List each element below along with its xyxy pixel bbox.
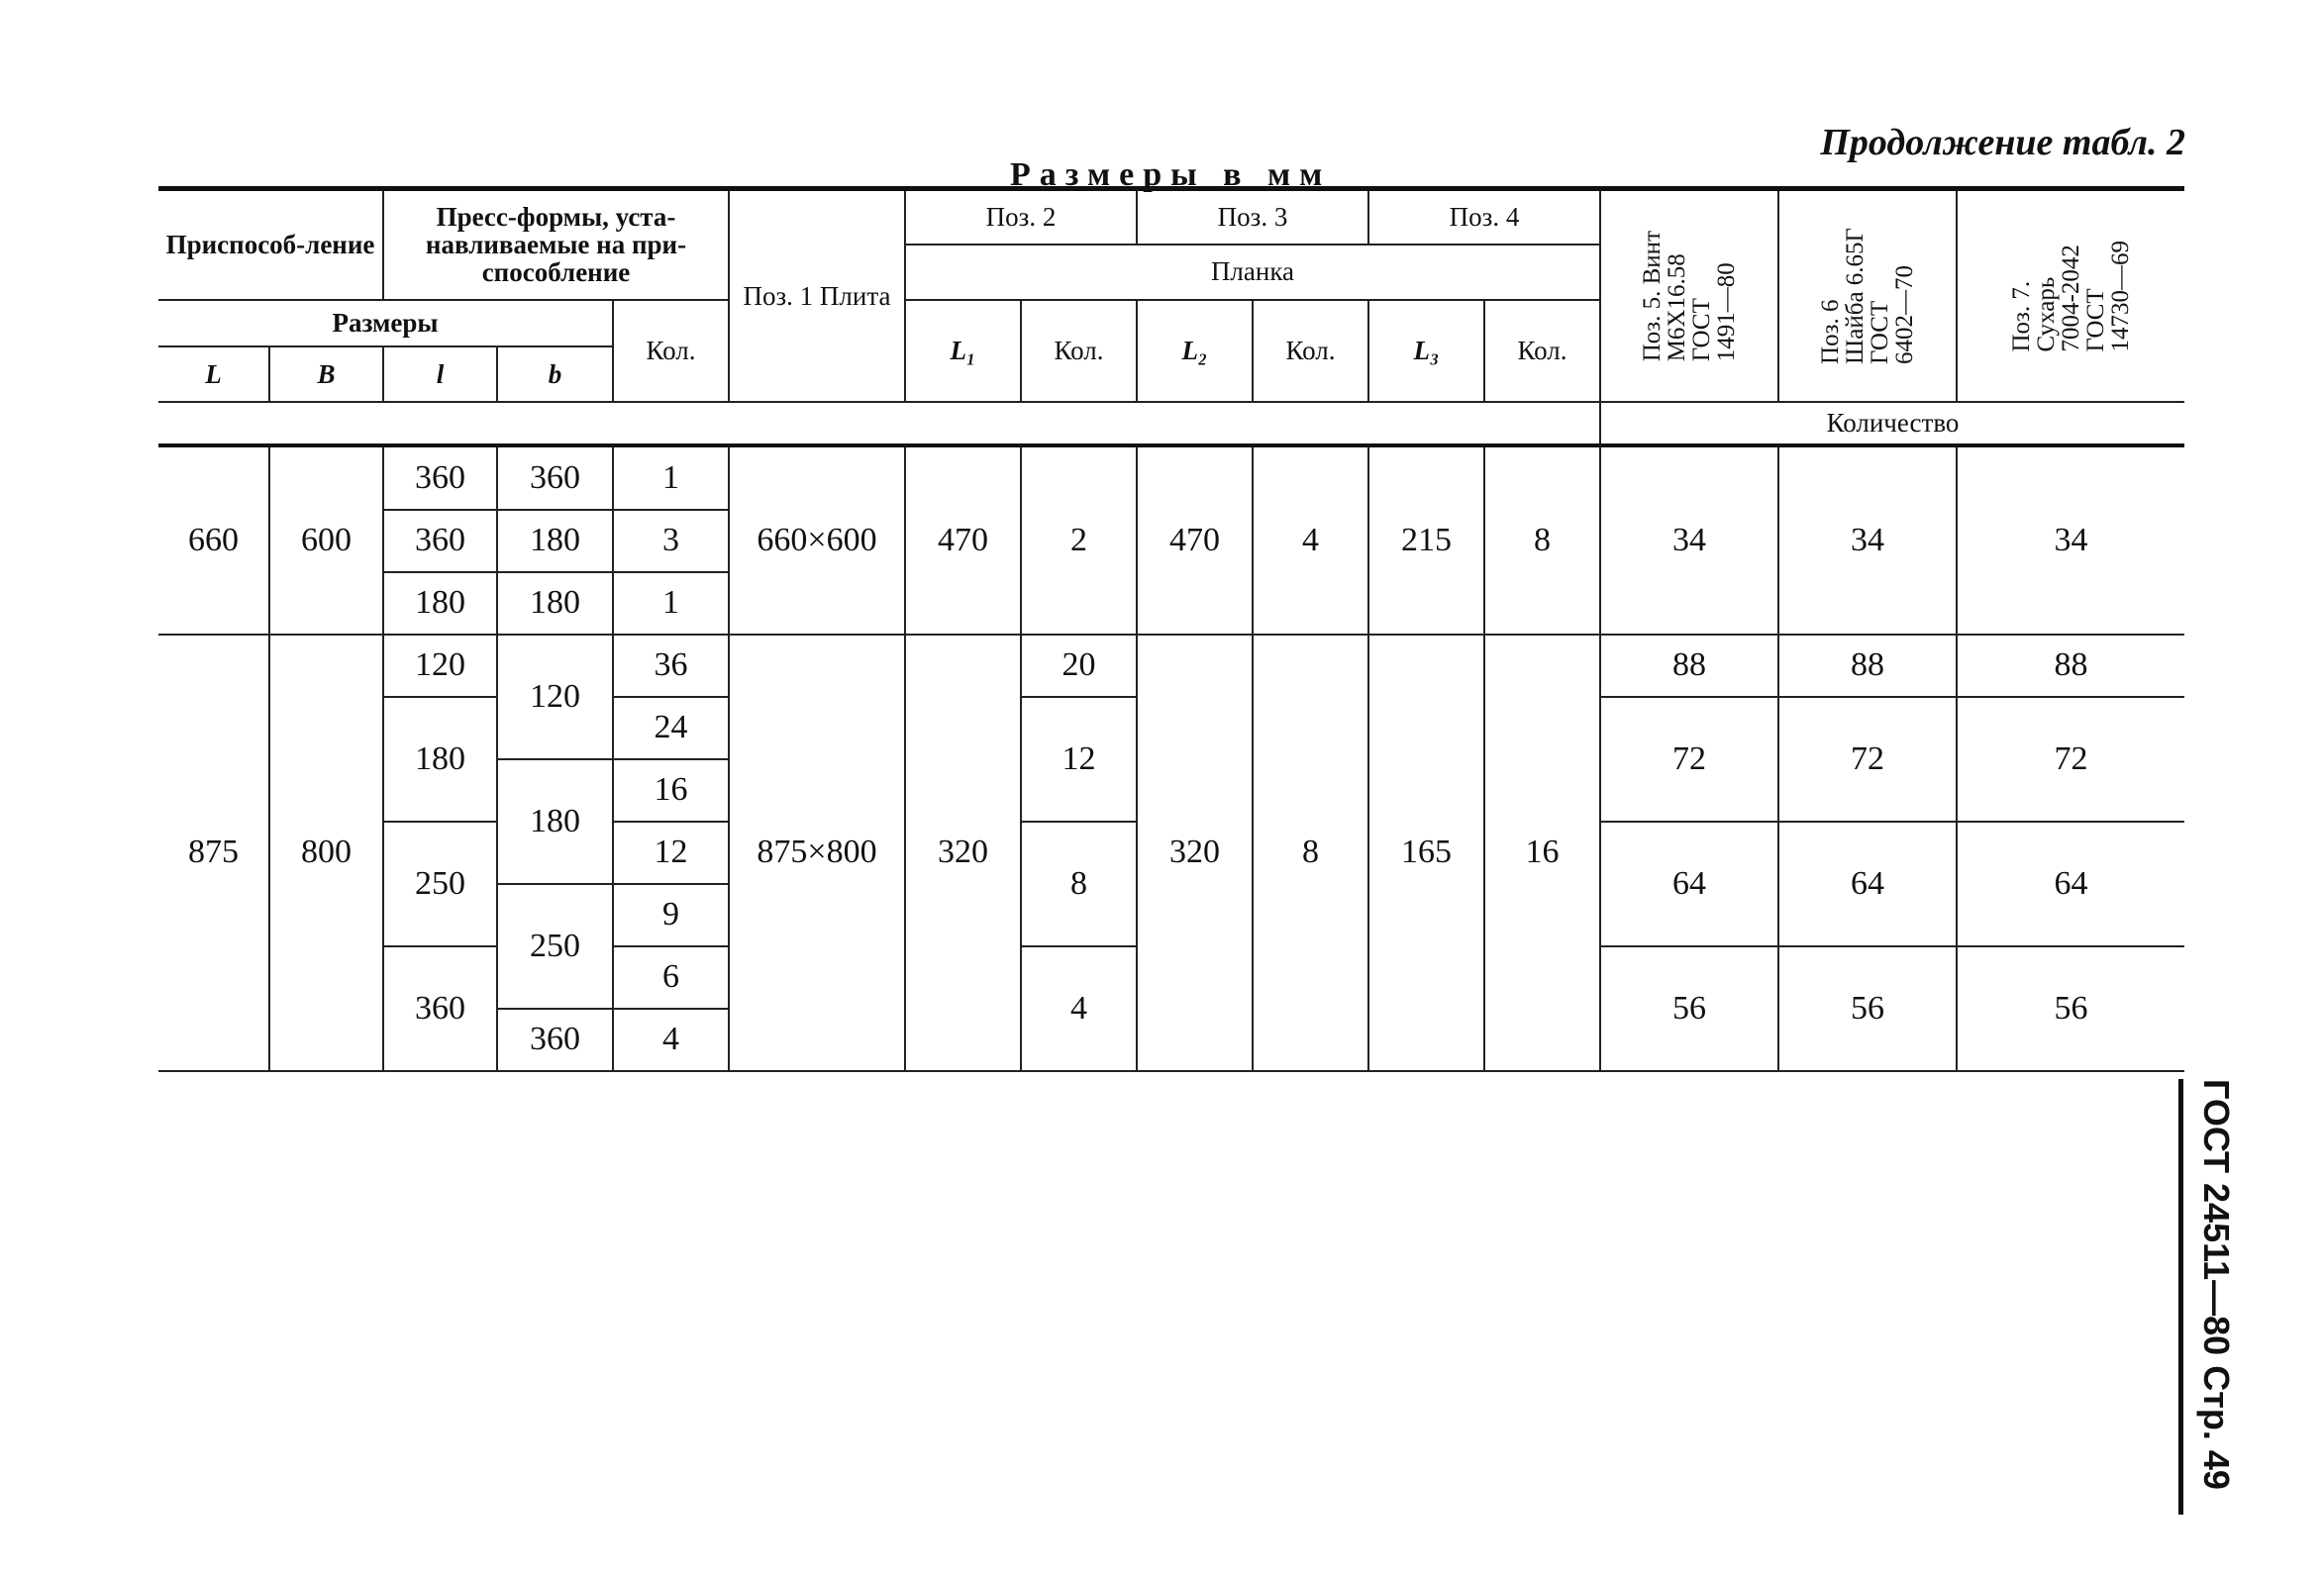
- dimensions-table: [158, 186, 2184, 1072]
- g1-qty-2: 1: [613, 572, 729, 635]
- g1-L1: 470: [905, 445, 1021, 635]
- g1-B: 600: [269, 445, 383, 635]
- header-pos5-text: Поз. 5. Винт М6Х16.58 ГОСТ 1491—80: [1639, 230, 1740, 362]
- g2-qty-0: 36: [613, 635, 729, 697]
- g2-p6-2: 64: [1778, 822, 1957, 946]
- header-pos7-text: Поз. 7. Сухарь 7004-2042 ГОСТ 14730—69: [2008, 240, 2134, 352]
- g2-p6-3: 56: [1778, 946, 1957, 1071]
- g2-l-3: 360: [383, 946, 497, 1071]
- header-pos1-plate: Поз. 1 Плита: [729, 189, 905, 403]
- header-pos6: [1778, 189, 1957, 403]
- header-L1: L₁: [905, 300, 1021, 403]
- g2-q2-0: 20: [1021, 635, 1137, 697]
- header-pos3-qty: Кол.: [1253, 300, 1368, 403]
- header-fixture: Приспособ-ление: [158, 189, 383, 300]
- header-sizes: Размеры: [158, 300, 613, 347]
- g2-p6-0: 88: [1778, 635, 1957, 697]
- header-planka: Планка: [905, 245, 1600, 300]
- header-pos2: Поз. 2: [905, 189, 1137, 245]
- header-B: B: [269, 346, 383, 402]
- header-pos2-qty: Кол.: [1021, 300, 1137, 403]
- g2-b-0: 120: [497, 635, 613, 759]
- header-pos4-qty: Кол.: [1484, 300, 1600, 403]
- g1-q2: 2: [1021, 445, 1137, 635]
- g2-p6-1: 72: [1778, 697, 1957, 822]
- header-L3: L₃: [1368, 300, 1484, 403]
- g2-b-1: 180: [497, 759, 613, 884]
- g2-L2: 320: [1137, 635, 1253, 1071]
- g1-q4: 8: [1484, 445, 1600, 635]
- g2-qty-3: 12: [613, 822, 729, 884]
- g2-qty-2: 16: [613, 759, 729, 822]
- g2-p7-1: 72: [1957, 697, 2184, 822]
- g2-b-2: 250: [497, 884, 613, 1009]
- g1-q3: 4: [1253, 445, 1368, 635]
- header-pos6-text: Поз. 6 Шайба 6.65Г ГОСТ 6402—70: [1817, 228, 1918, 364]
- g2-qty-1: 24: [613, 697, 729, 759]
- g2-l-2: 250: [383, 822, 497, 946]
- header-L2: L₂: [1137, 300, 1253, 403]
- header-l: l: [383, 346, 497, 402]
- g2-L1: 320: [905, 635, 1021, 1071]
- g1-p7: 34: [1957, 445, 2184, 635]
- header-spacer: [158, 402, 1600, 445]
- g1-p6: 34: [1778, 445, 1957, 635]
- g2-p5-2: 64: [1600, 822, 1778, 946]
- g1-l-0: 360: [383, 445, 497, 510]
- g2-l-1: 180: [383, 697, 497, 822]
- g2-qty-5: 6: [613, 946, 729, 1009]
- header-b: b: [497, 346, 613, 402]
- g1-plate: 660×600: [729, 445, 905, 635]
- g2-p7-0: 88: [1957, 635, 2184, 697]
- g2-B: 800: [269, 635, 383, 1071]
- g2-p7-3: 56: [1957, 946, 2184, 1071]
- g2-p7-2: 64: [1957, 822, 2184, 946]
- g2-p5-1: 72: [1600, 697, 1778, 822]
- g2-plate: 875×800: [729, 635, 905, 1071]
- g1-l-1: 360: [383, 510, 497, 572]
- g2-l-0: 120: [383, 635, 497, 697]
- units-label: Размеры в мм: [1010, 156, 1332, 193]
- g1-qty-1: 3: [613, 510, 729, 572]
- g1-p5: 34: [1600, 445, 1778, 635]
- g2-p5-0: 88: [1600, 635, 1778, 697]
- g2-p5-3: 56: [1600, 946, 1778, 1071]
- g1-L2: 470: [1137, 445, 1253, 635]
- g2-q3: 8: [1253, 635, 1368, 1071]
- header-L: L: [158, 346, 269, 402]
- g2-qty-4: 9: [613, 884, 729, 946]
- continuation-label: Продолжение табл. 2: [1820, 122, 2185, 163]
- g2-q2-3: 4: [1021, 946, 1137, 1071]
- header-pos3: Поз. 3: [1137, 189, 1368, 245]
- g1-b-0: 360: [497, 445, 613, 510]
- g2-L3: 165: [1368, 635, 1484, 1071]
- g1-qty-0: 1: [613, 445, 729, 510]
- g2-qty-6: 4: [613, 1009, 729, 1071]
- gost-page-label: ГОСТ 24511—80 Стр. 49: [2178, 1079, 2245, 1515]
- g2-q4: 16: [1484, 635, 1600, 1071]
- header-molds: Пресс-формы, уста-навливаемые на при-способление: [383, 189, 729, 300]
- g2-b-3: 360: [497, 1009, 613, 1071]
- g1-l-2: 180: [383, 572, 497, 635]
- header-mold-qty: Кол.: [613, 300, 729, 403]
- g2-q2-1: 12: [1021, 697, 1137, 822]
- g1-b-1: 180: [497, 510, 613, 572]
- g2-L: 875: [158, 635, 269, 1071]
- header-pos5: [1600, 189, 1778, 403]
- header-count: Количество: [1600, 402, 2184, 445]
- g1-L: 660: [158, 445, 269, 635]
- g1-L3: 215: [1368, 445, 1484, 635]
- g2-q2-2: 8: [1021, 822, 1137, 946]
- g1-b-2: 180: [497, 572, 613, 635]
- header-pos7: [1957, 189, 2184, 403]
- header-pos4: Поз. 4: [1368, 189, 1600, 245]
